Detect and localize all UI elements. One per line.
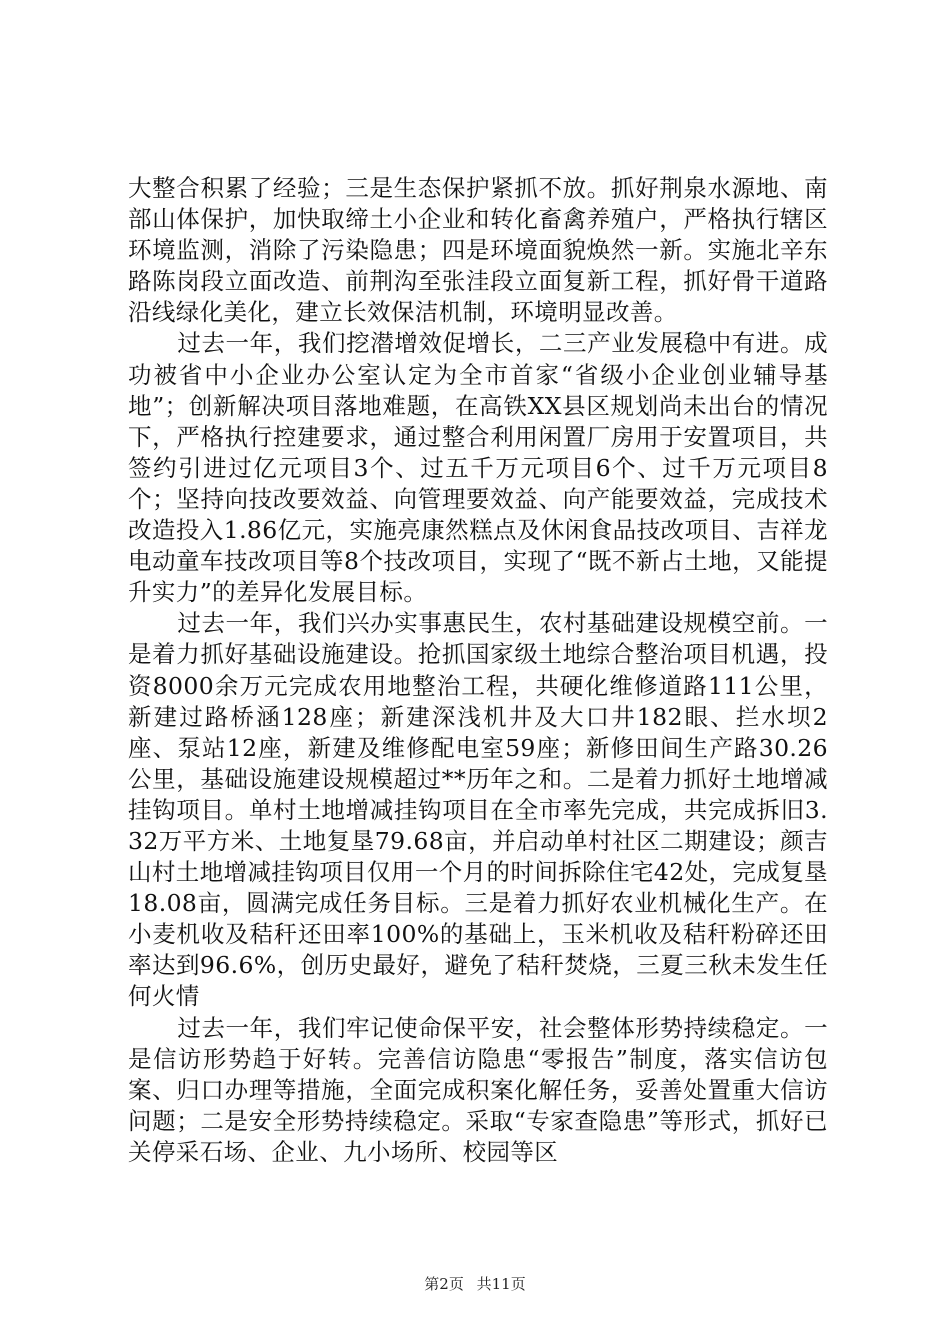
paragraph-4: 过去一年，我们牢记使命保平安，社会整体形势持续稳定。一是信访形势趋于好转。完善信访隐患“零报告”制度，落实信访包案、归口办理等措施，全面完成积案化解任务，妥善处置重大信访问题；二是安全形势持续稳定。采取“专家查隐患”等形式，抓好已关停采石场、企业、九小场所、校园等区	[128, 1013, 828, 1166]
paragraph-1: 大整合积累了经验；三是生态保护紧抓不放。抓好荆泉水源地、南部山体保护，加快取缔土小企业和转化畜禽养殖户，严格执行辖区环境监测，消除了污染隐患；四是环境面貌焕然一新。实施北辛东路陈岗段立面改造、前荆沟至张洼段立面复新工程，抓好骨干道路沿线绿化美化，建立长效保洁机制，环境明显改善。	[128, 174, 828, 327]
document-body	[128, 173, 828, 1168]
paragraph-2: 过去一年，我们挖潜增效促增长，二三产业发展稳中有进。成功被省中小企业办公室认定为全市首家“省级小企业创业辅导基地”；创新解决项目落地难题，在高铁XX县区规划尚未出台的情况下，严格执行控建要求，通过整合利用闲置厂房用于安置项目，共签约引进过亿元项目3个、过五千万元项目6个、过千万元项目8个；坚持向技改要效益、向管理要效益、向产能要效益，完成技术改造投入1.86亿元，实施亮康然糕点及休闲食品技改项目、吉祥龙电动童车技改项目等8个技改项目，实现了“既不新占土地，又能提升实力”的差异化发展目标。	[128, 329, 828, 607]
page-number: 第2页	[424, 1275, 464, 1293]
page-footer	[0, 1273, 950, 1294]
paragraph-3: 过去一年，我们兴办实事惠民生，农村基础建设规模空前。一是着力抓好基础设施建设。抢抓国家级土地综合整治项目机遇，投资8000余万元完成农用地整治工程，共硬化维修道路111公里，新建过路桥涵128座；新建深浅机井及大口井182眼、拦水坝2座、泵站12座，新建及维修配电室59座；新修田间生产路30.26公里，基础设施建设规模超过**历年之和。二是着力抓好土地增减挂钩项目。单村土地增减挂钩项目在全市率先完成，共完成拆旧3.32万平方米、土地复垦79.68亩，并启动单村社区二期建设；颜吉山村土地增减挂钩项目仅用一个月的时间拆除住宅42处，完成复垦18.08亩，圆满完成任务目标。三是着力抓好农业机械化生产。在小麦机收及秸秆还田率100%的基础上，玉米机收及秸秆粉碎还田率达到96.6%，创历史最好，避免了秸秆焚烧，三夏三秋未发生任何火情	[128, 609, 828, 1011]
page-total: 共11页	[476, 1275, 526, 1293]
